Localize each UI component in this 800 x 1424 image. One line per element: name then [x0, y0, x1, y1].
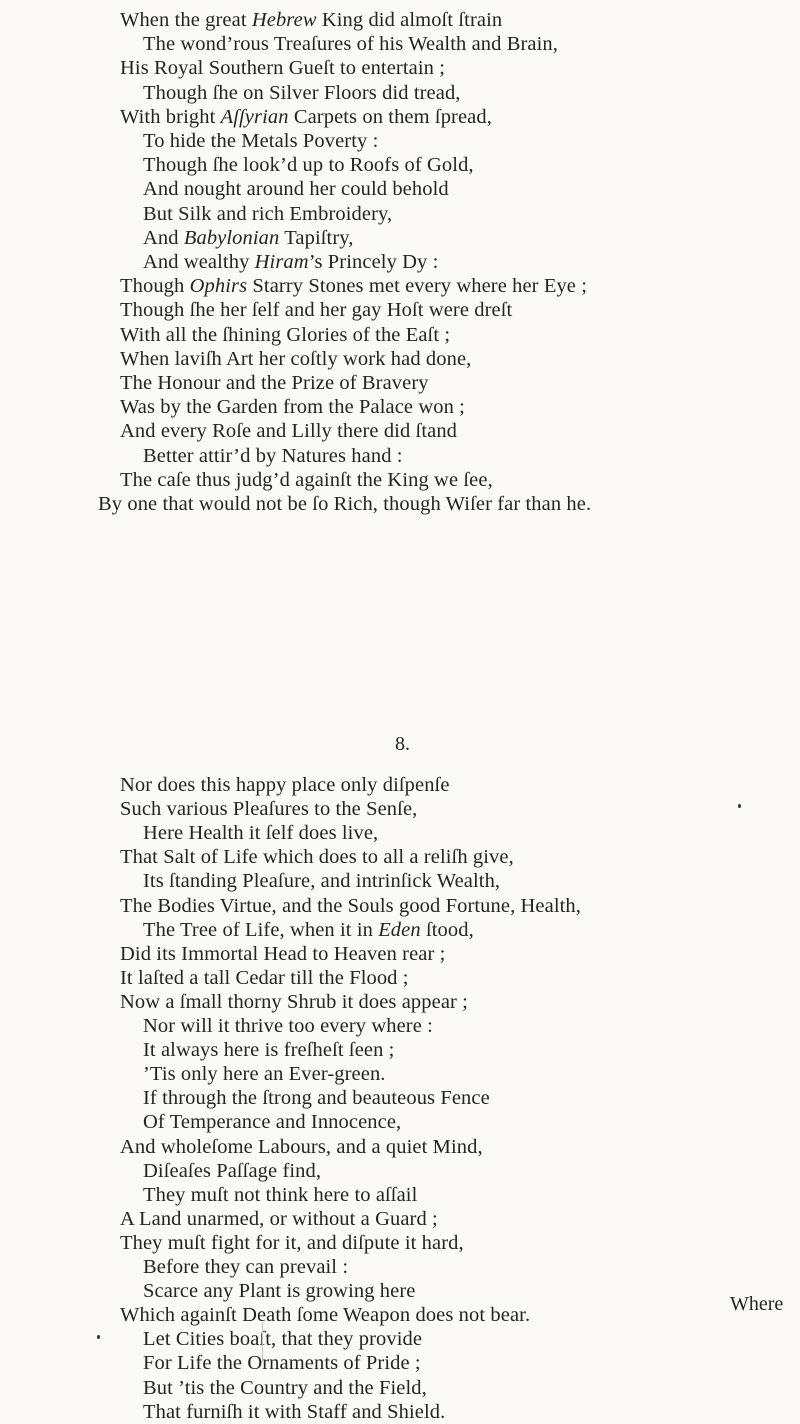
verse-text: But Silk and rich Embroidery,: [143, 202, 393, 225]
verse-text: And: [143, 226, 184, 249]
verse-line: [120, 894, 581, 918]
verse-line: [143, 1279, 415, 1303]
verse-line: [143, 869, 500, 893]
verse-line: [120, 347, 471, 371]
verse-line: [120, 1207, 438, 1231]
verse-text: Its ſtanding Pleaſure, and intrinſick Wealth,: [143, 870, 501, 893]
verse-text: Scarce any Plant is growing here: [143, 1280, 416, 1303]
verse-text: Before they can prevail :: [143, 1256, 349, 1278]
verse-text: They muſt fight for it, and diſpute it hard,: [120, 1231, 464, 1254]
verse-line: [120, 1135, 483, 1159]
verse-line: [143, 1327, 422, 1351]
verse-text: With bright: [120, 105, 221, 128]
verse-line: [120, 274, 587, 298]
verse-text: The wond’rous Treaſures of his Wealth and Brain,: [143, 33, 558, 56]
verse-text: To hide the Metals Poverty :: [143, 130, 379, 152]
verse-line: [143, 1110, 401, 1134]
verse-line: [120, 419, 457, 443]
paper-crease: [262, 1322, 263, 1362]
verse-line: [143, 821, 378, 845]
verse-text: Though: [120, 275, 190, 298]
italic-name: Ophirs: [189, 275, 248, 298]
verse-text: When laviſh Art her coſtly work had done,: [120, 347, 472, 370]
verse-text: Which againſt Death ſome Weapon does not bear.: [120, 1304, 531, 1327]
verse-text: And nought around her could behold: [143, 178, 449, 201]
verse-line: [143, 1255, 348, 1279]
verse-line: [143, 1351, 421, 1375]
verse-line: [143, 1014, 433, 1038]
verse-text: King did almoſt ſtrain: [316, 9, 503, 31]
italic-name: Hiram: [254, 251, 309, 273]
verse-line: [143, 1159, 321, 1183]
verse-text: When the great: [120, 9, 252, 31]
verse-line: [120, 1303, 530, 1327]
verse-text: Nor will it thrive too every where :: [143, 1015, 433, 1037]
verse-line: [120, 942, 445, 966]
verse-line: [143, 81, 461, 105]
verse-line: [143, 250, 438, 274]
verse-text: Though ſhe on Silver Floors did tread,: [143, 81, 461, 104]
verse-text: But ’tis the Country and the Field,: [143, 1376, 427, 1399]
verse-line: [143, 202, 392, 226]
verse-text: Carpets on them ſpread,: [288, 105, 492, 128]
verse-line: [143, 129, 378, 153]
verse-line: [143, 153, 474, 177]
verse-text: Better attir’d by Natures hand :: [143, 444, 403, 467]
verse-text: The Tree of Life, when it in: [143, 918, 379, 941]
verse-line: [143, 1038, 394, 1062]
verse-text: Tapiſtry,: [279, 226, 354, 249]
verse-text: The Honour and the Prize of Bravery: [120, 372, 429, 394]
verse-text: Though ſhe look’d up to Roofs of Gold,: [143, 154, 474, 177]
verse-line: [120, 990, 468, 1014]
verse-text: And every Roſe and Lilly there did ſtand: [120, 420, 458, 443]
verse-text: Here Health it ſelf does live,: [143, 822, 379, 845]
verse-line: [143, 1400, 445, 1424]
verse-line: [120, 395, 465, 419]
verse-line: [143, 226, 354, 250]
catchword: Where: [730, 1293, 784, 1315]
verse-text: ſtood,: [420, 918, 474, 941]
italic-name: Hebrew: [251, 9, 317, 31]
verse-text: If through the ſtrong and beauteous Fence: [143, 1087, 490, 1110]
verse-line: [120, 773, 450, 797]
verse-line: [120, 1231, 464, 1255]
verse-text: Did its Immortal Head to Heaven rear ;: [120, 942, 446, 965]
verse-text: The Bodies Virtue, and the Souls good Fortune, Health,: [120, 894, 581, 917]
verse-text: For Life the Ornaments of Pride ;: [143, 1352, 421, 1375]
verse-line: [143, 1183, 417, 1207]
verse-text: Starry Stones met every where her Eye ;: [247, 275, 588, 298]
verse-line: [120, 105, 492, 129]
verse-line: [143, 918, 474, 942]
verse-line: [143, 32, 558, 56]
verse-text: It always here is freſheſt ſeen ;: [143, 1039, 395, 1062]
verse-text: With all the ſhining Glories of the Eaſt ;: [120, 323, 451, 346]
verse-text: His Royal Southern Gueſt to entertain ;: [120, 57, 446, 80]
verse-text: That furniſh it with Staff and Shield.: [143, 1400, 446, 1423]
verse-text: Such various Pleaſures to the Senſe,: [120, 798, 418, 821]
verse-line: [143, 444, 403, 468]
verse-text: Was by the Garden from the Palace won ;: [120, 396, 465, 419]
verse-text: ’Tis only here an Ever-green.: [143, 1063, 386, 1086]
verse-text: The caſe thus judg’d againſt the King we ſee,: [120, 468, 493, 491]
verse-line: [143, 1376, 427, 1400]
verse-line: [120, 797, 417, 821]
verse-text: Diſeaſes Paſſage find,: [143, 1159, 322, 1182]
italic-name: Aſſyrian: [220, 105, 289, 128]
verse-line: [120, 966, 409, 990]
verse-line: [120, 845, 514, 869]
verse-text: Now a ſmall thorny Shrub it does appear ;: [120, 990, 468, 1013]
verse-text: They muſt not think here to aſſail: [143, 1183, 418, 1206]
verse-line: [120, 371, 429, 395]
verse-text: A Land unarmed, or without a Guard ;: [120, 1207, 438, 1230]
verse-text: Nor does this happy place only diſpenſe: [120, 774, 450, 796]
verse-text: That Salt of Life which does to all a reliſh give,: [120, 846, 514, 869]
ink-speck: [738, 804, 741, 808]
verse-line: [143, 177, 449, 201]
stanza-number: 8.: [395, 733, 410, 755]
italic-name: Eden: [378, 918, 421, 941]
verse-line: [120, 323, 450, 347]
italic-name: Babylonian: [183, 226, 280, 249]
verse-line: [143, 1062, 386, 1086]
verse-text: ’s Princely Dy :: [308, 251, 439, 273]
verse-line: [120, 56, 445, 80]
verse-text: By one that would not be ſo Rich, though Wiſer far than he.: [98, 493, 592, 515]
verse-text: And wholeſome Labours, and a quiet Mind,: [120, 1135, 483, 1158]
verse-text: It laſted a tall Cedar till the Flood ;: [120, 966, 409, 989]
verse-text: Of Temperance and Innocence,: [143, 1111, 402, 1134]
verse-line: [120, 468, 493, 492]
ink-speck: [97, 1335, 100, 1339]
verse-text: Though ſhe her ſelf and her gay Hoſt were dreſt: [120, 299, 513, 322]
verse-line: [120, 8, 502, 32]
verse-text: Let Cities boaſt, that they provide: [143, 1328, 423, 1351]
verse-line: [98, 492, 591, 516]
verse-line: [143, 1086, 490, 1110]
verse-line: [120, 298, 512, 322]
verse-text: And wealthy: [143, 251, 255, 273]
